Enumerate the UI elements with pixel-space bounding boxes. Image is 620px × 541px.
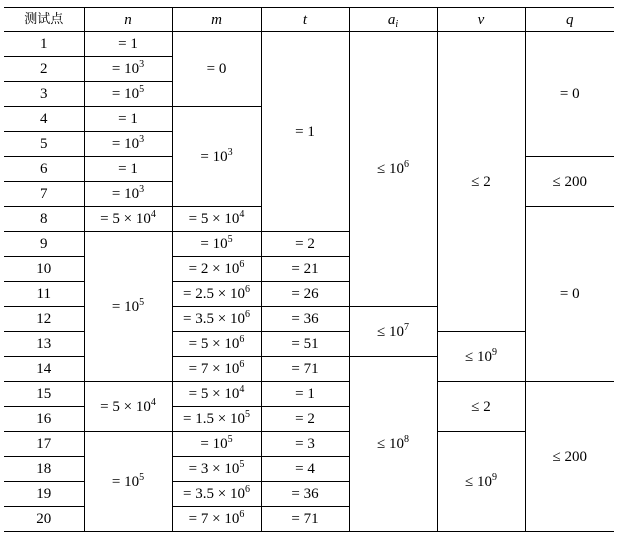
m-value: = 0 (206, 61, 227, 77)
t-value: = 36 (291, 311, 319, 327)
m-cell (172, 257, 261, 282)
test-point-id: 20 (4, 507, 84, 532)
n-cell (84, 107, 172, 132)
t-cell (261, 482, 349, 507)
header-q (525, 8, 614, 32)
n-exponent: 3 (139, 134, 145, 145)
m-exponent: 5 (244, 409, 250, 420)
m-cell (172, 407, 261, 432)
n-exponent: 4 (150, 396, 156, 408)
m-cell (172, 307, 261, 332)
m-exponent: 4 (239, 209, 245, 220)
m-cell (172, 107, 261, 207)
t-cell (261, 307, 349, 332)
header-m-symbol: m (211, 11, 222, 28)
a-exponent: 8 (403, 434, 409, 445)
header-a-i (349, 8, 437, 32)
header-q-symbol: q (566, 11, 574, 28)
n-cell (84, 432, 172, 532)
t-value: = 4 (295, 461, 315, 477)
a-value: ≤ 10 (377, 161, 404, 177)
t-value: = 36 (291, 486, 319, 502)
m-cell (172, 282, 261, 307)
test-point-id: 4 (4, 107, 84, 132)
test-point-id: 11 (4, 282, 84, 307)
q-cell (525, 382, 614, 532)
test-point-id: 5 (4, 132, 84, 157)
n-cell (84, 32, 172, 57)
header-t (261, 8, 349, 32)
q-value: = 0 (559, 286, 580, 302)
t-cell (261, 257, 349, 282)
header-v-symbol: v (477, 11, 485, 28)
test-point-id: 1 (4, 32, 84, 57)
table-row (4, 32, 614, 57)
test-point-id: 13 (4, 332, 84, 357)
a-cell (349, 307, 437, 357)
test-point-id: 19 (4, 482, 84, 507)
m-exponent: 5 (227, 234, 233, 245)
a-cell (349, 32, 437, 307)
a-value: ≤ 10 (377, 436, 404, 452)
header-t-symbol: t (302, 11, 308, 28)
m-exponent: 6 (244, 284, 250, 295)
m-cell (172, 32, 261, 107)
constraints-table (4, 7, 614, 532)
q-cell (525, 207, 614, 382)
t-cell (261, 457, 349, 482)
m-exponent: 6 (244, 309, 250, 320)
t-cell (261, 32, 349, 232)
m-value: = 7 × 10 (188, 361, 240, 377)
q-value: = 0 (559, 86, 580, 102)
v-cell (437, 332, 525, 382)
n-value: = 10 (111, 298, 140, 315)
test-point-id: 9 (4, 232, 84, 257)
header-m (172, 8, 261, 32)
t-value: = 71 (291, 511, 319, 527)
n-exponent: 3 (139, 184, 145, 195)
n-value: = 10 (111, 136, 140, 152)
n-exponent: 3 (139, 59, 145, 70)
t-cell (261, 407, 349, 432)
m-cell (172, 507, 261, 532)
m-value: = 5 × 10 (188, 336, 240, 352)
m-value: = 10 (200, 236, 228, 252)
n-cell (84, 382, 172, 432)
n-cell (84, 57, 172, 82)
a-value: ≤ 10 (377, 323, 404, 340)
test-point-id: 15 (4, 382, 84, 407)
t-value: = 2 (295, 236, 315, 252)
table-row (4, 382, 614, 407)
m-exponent: 6 (239, 259, 245, 270)
n-value: = 5 × 10 (100, 398, 151, 415)
t-cell (261, 382, 349, 407)
q-cell (525, 157, 614, 207)
t-cell (261, 232, 349, 257)
v-value: ≤ 10 (465, 348, 492, 365)
m-exponent: 6 (239, 509, 245, 520)
m-cell (172, 457, 261, 482)
header-n-symbol: n (124, 11, 132, 28)
n-value: = 1 (118, 111, 138, 127)
test-point-id: 6 (4, 157, 84, 182)
a-cell (349, 357, 437, 532)
m-value: = 3 × 10 (188, 461, 240, 477)
test-point-id: 7 (4, 182, 84, 207)
n-value: = 10 (111, 186, 140, 202)
t-cell (261, 357, 349, 382)
t-value: = 2 (295, 411, 315, 427)
test-point-id: 3 (4, 82, 84, 107)
t-value: = 1 (295, 386, 315, 402)
header-a-subscript: i (395, 18, 399, 30)
n-cell (84, 207, 172, 232)
n-value: = 10 (111, 86, 140, 102)
n-cell (84, 132, 172, 157)
m-cell (172, 482, 261, 507)
table-row (4, 432, 614, 457)
m-cell (172, 332, 261, 357)
n-exponent: 4 (150, 209, 156, 220)
m-value: = 10 (200, 148, 228, 165)
test-point-id: 2 (4, 57, 84, 82)
header-v (437, 8, 525, 32)
v-cell (437, 382, 525, 432)
t-value: = 71 (291, 361, 319, 377)
v-cell (437, 32, 525, 332)
q-cell (525, 32, 614, 157)
m-value: = 2 × 10 (188, 261, 240, 277)
a-exponent: 7 (403, 321, 409, 333)
t-value: = 1 (295, 123, 315, 140)
n-exponent: 5 (139, 471, 145, 483)
test-point-id: 10 (4, 257, 84, 282)
m-value: = 3.5 × 10 (183, 311, 245, 327)
m-value: = 3.5 × 10 (183, 486, 245, 502)
m-exponent: 6 (239, 334, 245, 345)
m-exponent: 5 (239, 459, 245, 470)
header-test-point: 测试点 (4, 8, 84, 32)
v-cell (437, 432, 525, 532)
n-cell (84, 232, 172, 382)
t-value: = 21 (291, 261, 319, 277)
v-value: ≤ 2 (471, 173, 491, 190)
v-value: ≤ 2 (471, 398, 491, 415)
n-value: = 10 (111, 61, 140, 77)
v-exponent: 9 (491, 346, 497, 358)
q-value: ≤ 200 (552, 448, 587, 465)
t-cell (261, 507, 349, 532)
m-exponent: 6 (244, 484, 250, 495)
m-cell (172, 232, 261, 257)
t-cell (261, 282, 349, 307)
m-exponent: 4 (239, 384, 245, 395)
m-cell (172, 382, 261, 407)
t-cell (261, 332, 349, 357)
n-cell (84, 82, 172, 107)
t-value: = 26 (291, 286, 319, 302)
m-value: = 5 × 10 (188, 386, 240, 402)
test-point-id: 18 (4, 457, 84, 482)
m-value: = 1.5 × 10 (183, 411, 245, 427)
n-value: = 1 (118, 161, 138, 177)
n-exponent: 5 (139, 296, 145, 308)
n-exponent: 5 (139, 84, 145, 95)
m-cell (172, 357, 261, 382)
header-a-symbol: a (387, 11, 396, 28)
t-value: = 3 (295, 436, 315, 452)
q-value: ≤ 200 (552, 173, 587, 190)
header-n (84, 8, 172, 32)
test-point-id: 8 (4, 207, 84, 232)
t-cell (261, 432, 349, 457)
n-value: = 5 × 10 (100, 211, 151, 227)
test-point-id: 14 (4, 357, 84, 382)
test-point-id: 12 (4, 307, 84, 332)
m-value: = 5 × 10 (188, 211, 240, 227)
n-value: = 1 (118, 36, 138, 52)
test-point-id: 16 (4, 407, 84, 432)
m-exponent: 5 (227, 434, 233, 445)
m-cell (172, 207, 261, 232)
test-point-id: 17 (4, 432, 84, 457)
m-value: = 2.5 × 10 (183, 286, 245, 302)
v-exponent: 9 (491, 471, 497, 483)
header-row (4, 8, 614, 32)
m-exponent: 3 (227, 146, 233, 158)
m-value: = 7 × 10 (188, 511, 240, 527)
m-cell (172, 432, 261, 457)
t-value: = 51 (291, 336, 319, 352)
m-exponent: 6 (239, 359, 245, 370)
a-exponent: 6 (403, 159, 409, 170)
n-cell (84, 182, 172, 207)
m-value: = 10 (200, 436, 228, 452)
n-cell (84, 157, 172, 182)
n-value: = 10 (111, 473, 140, 490)
v-value: ≤ 10 (465, 473, 492, 490)
